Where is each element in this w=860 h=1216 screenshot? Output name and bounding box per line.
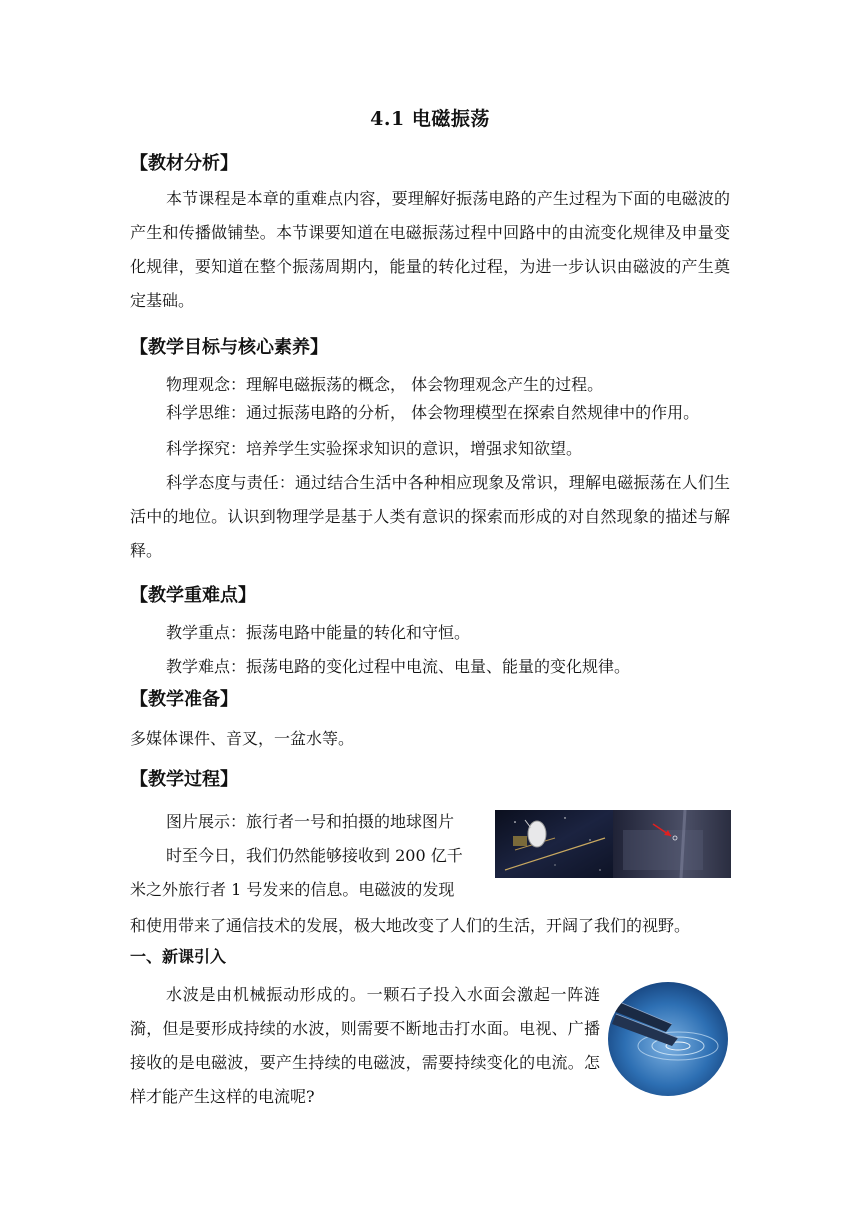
section-heading-keypoints: 【教学重难点】 [130, 585, 256, 606]
section-heading-goals: 【教学目标与核心素养】 [130, 337, 328, 358]
process-intro [130, 805, 490, 907]
goal-item-inquiry: 科学探究：培养学生实验探求知识的意识，增强求知欲望。 [166, 439, 583, 458]
voyager-earth-image [495, 810, 731, 878]
process-line-4: 和使用带来了通信技术的发展，极大地改变了人们的生活，开阔了我们的视野。 [130, 916, 691, 935]
difficult-point: 教学难点：振荡电路的变化过程中电流、电量、能量的变化规律。 [166, 657, 631, 676]
water-ripple-svg [606, 980, 730, 1098]
process-line-1: 图片展示：旅行者一号和拍摄的地球图片 [166, 812, 455, 831]
goal-item-thinking: 科学思维：通过振荡电路的分析， 体会物理模型在探索自然规律中的作用。 [166, 403, 700, 422]
water-ripple-image [606, 980, 730, 1098]
subheading-new-lesson: 一、新课引入 [130, 947, 227, 966]
water-paragraph: 水波是由机械振动形成的。一颗石子投入水面会激起一阵涟漪，但是要形成持续的水波，则需要不断地击打水面。电视、广播接收的是电磁波，要产生持续的电磁波，需要持续变化的电流。怎样才能产生这样的电流呢? [130, 985, 600, 1106]
goal-item-attitude: 科学态度与责任：通过结合生活中各种相应现象及常识，理解电磁振荡在人们生活中的地位。认识到物理学是基于人类有意识的探索而形成的对自然现象的描述与解释。 [130, 473, 730, 560]
process-line-2: 时至今日，我们仍然能够接收到 200 亿千 [166, 846, 463, 865]
analysis-paragraph: 本节课程是本章的重难点内容，要理解好振荡电路的产生过程为下面的电磁波的产生和传播做铺垫。本节课要知道在电磁振荡过程中回路中的由流变化规律及申量变化规律，要知道在整个振荡周期内，能量的转化过程，为进一步认识由磁波的产生奠定基础。 [130, 189, 730, 310]
prep-text: 多媒体课件、音叉，一盆水等。 [130, 729, 355, 748]
process-line-3: 米之外旅行者 1 号发来的信息。电磁波的发现 [130, 880, 455, 899]
page-title: 4.1 电磁振荡 [370, 108, 490, 130]
key-point: 教学重点：振荡电路中能量的转化和守恒。 [166, 623, 471, 642]
section-heading-prep: 【教学准备】 [130, 689, 238, 710]
section-heading-process: 【教学过程】 [130, 769, 238, 790]
goal-item-concept: 物理观念：理解电磁振荡的概念， 体会物理观念产生的过程。 [166, 375, 604, 394]
voyager-earth-svg [495, 810, 731, 878]
section-heading-analysis: 【教材分析】 [130, 153, 238, 174]
